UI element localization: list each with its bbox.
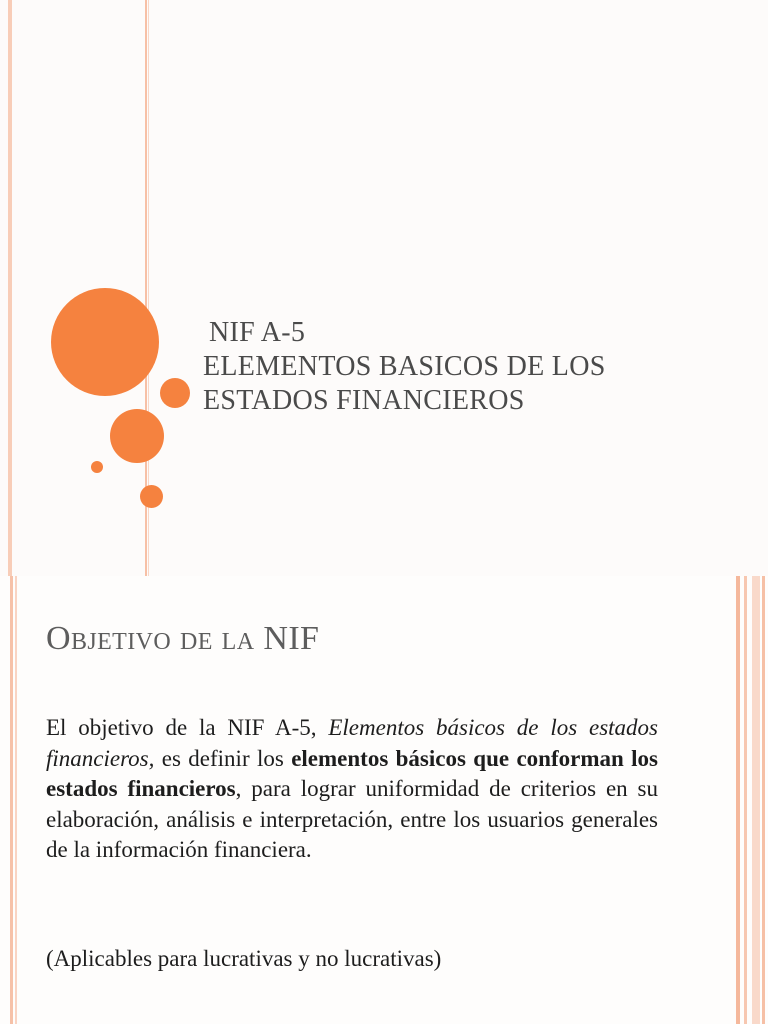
decorative-circle-large — [51, 288, 159, 396]
decorative-stripe — [752, 576, 760, 1024]
objective-paragraph — [46, 713, 658, 866]
paragraph-bold: elementos básicos que conforman los estados financieros — [46, 745, 658, 802]
paragraph-intro: El objetivo de la NIF A-5, — [46, 715, 329, 740]
section-heading: Objetivo de la NIF — [46, 620, 320, 657]
title-line-1: NIF A-5 — [209, 317, 306, 348]
decorative-stripe — [736, 576, 740, 1024]
paragraph-end: , para lograr uniformidad de criterios en su elaboración, análisis e interpretación, entre los usuarios generales de la información financiera. — [46, 776, 658, 863]
title-line-2: ELEMENTOS BASICOS DE LOS — [203, 351, 606, 382]
decorative-stripe — [10, 576, 13, 1024]
slide-title — [203, 316, 743, 418]
paragraph-italic: Elementos básicos de los estados financieros, — [46, 715, 658, 771]
paragraph-middle: es definir los — [154, 745, 292, 771]
decorative-circle-small — [140, 485, 163, 508]
title-line-3: ESTADOS FINANCIEROS — [203, 385, 525, 416]
decorative-stripe — [744, 576, 747, 1024]
decorative-circle-large-secondary — [110, 409, 164, 463]
decorative-stripe — [8, 0, 12, 576]
decorative-circle-tiny — [91, 461, 103, 473]
decorative-stripe — [15, 576, 17, 1024]
decorative-stripe — [762, 576, 765, 1024]
decorative-circle-medium — [160, 378, 190, 408]
applicability-note: (Aplicables para lucrativas y no lucrativas) — [46, 946, 442, 971]
